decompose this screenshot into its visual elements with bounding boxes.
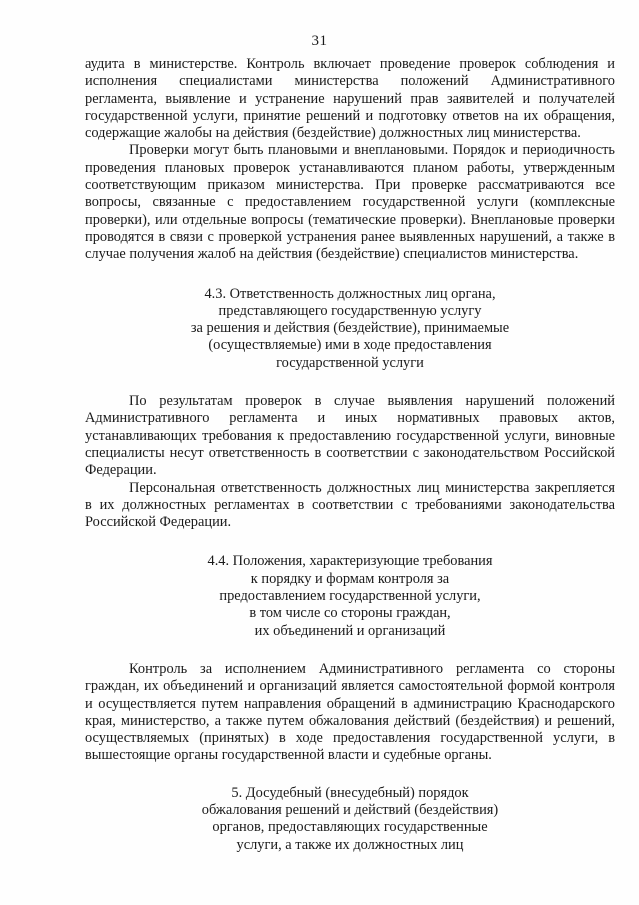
heading-line: их объединений и организаций (254, 622, 446, 639)
paragraph-audit-control: аудита в министерстве. Контроль включает проведение проверок соблюдения и исполнения специалистами министерства положений Административного регламента, выявление и устранение нарушений прав заявителей и получателей государственной услуги, принятие решений и подготовку ответов на их обращения, содержащие жалобы на действия (бездействие) должностных лиц министерства. (85, 56, 615, 142)
heading-line: обжалования решений и действий (бездействия) (201, 801, 499, 818)
paragraph-inspections: Проверки могут быть плановыми и внеплановыми. Порядок и периодичность проведения плановых проверок устанавливаются планом работы, утвержденным соответствующим приказом министерства. При проверке рассматриваются все вопросы, связанные с предоставлением государственной услуги (комплексные проверки), или отдельные вопросы (тематические проверки). Внеплановые проверки проводятся в связи с проверкой устранения ранее выявленных нарушений, а также в случае получения жалоб на действия (бездействие) специалистов министерства. (85, 142, 615, 263)
section-heading-4-3 (85, 286, 615, 372)
heading-line: к порядку и формам контроля за (250, 570, 450, 587)
page-number: 31 (311, 33, 328, 49)
document-body (85, 56, 615, 854)
heading-line: предоставлением государственной услуги, (219, 588, 481, 605)
section-heading-5 (85, 785, 615, 854)
heading-line: 5. Досудебный (внесудебный) порядок (231, 784, 469, 801)
paragraph-personal-responsibility: Персональная ответственность должностных лиц министерства закрепляется в их должностных регламентах в соответствии с требованиями законодательства Российской Федерации. (85, 479, 615, 531)
heading-line: услуги, а также их должностных лиц (236, 836, 464, 853)
heading-line: представляющего государственную услугу (218, 302, 482, 319)
paragraph-citizen-control: Контроль за исполнением Административного регламента со стороны граждан, их объединений и организаций является самостоятельной формой контроля и осуществляется путем направления обращений в администрацию Краснодарского края, министерство, а также путем обжалования действий (бездействия) и решений, осуществляемых (принятых) в ходе предоставления государственной услуги, в вышестоящие органы государственной власти и судебные органы. (85, 660, 615, 764)
heading-line: 4.3. Ответственность должностных лиц органа, (204, 285, 496, 302)
heading-line: в том числе со стороны граждан, (249, 605, 451, 622)
heading-line: за решения и действия (бездействие), принимаемые (190, 320, 510, 337)
heading-line: органов, предоставляющих государственные (212, 819, 488, 836)
section-heading-4-4 (85, 553, 615, 639)
heading-line: (осуществляемые) ими в ходе предоставления (208, 337, 492, 354)
heading-line: 4.4. Положения, характеризующие требования (207, 553, 493, 570)
paragraph-violations-responsibility: По результатам проверок в случае выявления нарушений положений Административного регламента и иных нормативных правовых актов, устанавливающих требования к предоставлению государственной услуги, виновные специалисты несут ответственность в соответствии с законодательством Российской Федерации. (85, 393, 615, 479)
heading-line: государственной услуги (276, 354, 424, 371)
